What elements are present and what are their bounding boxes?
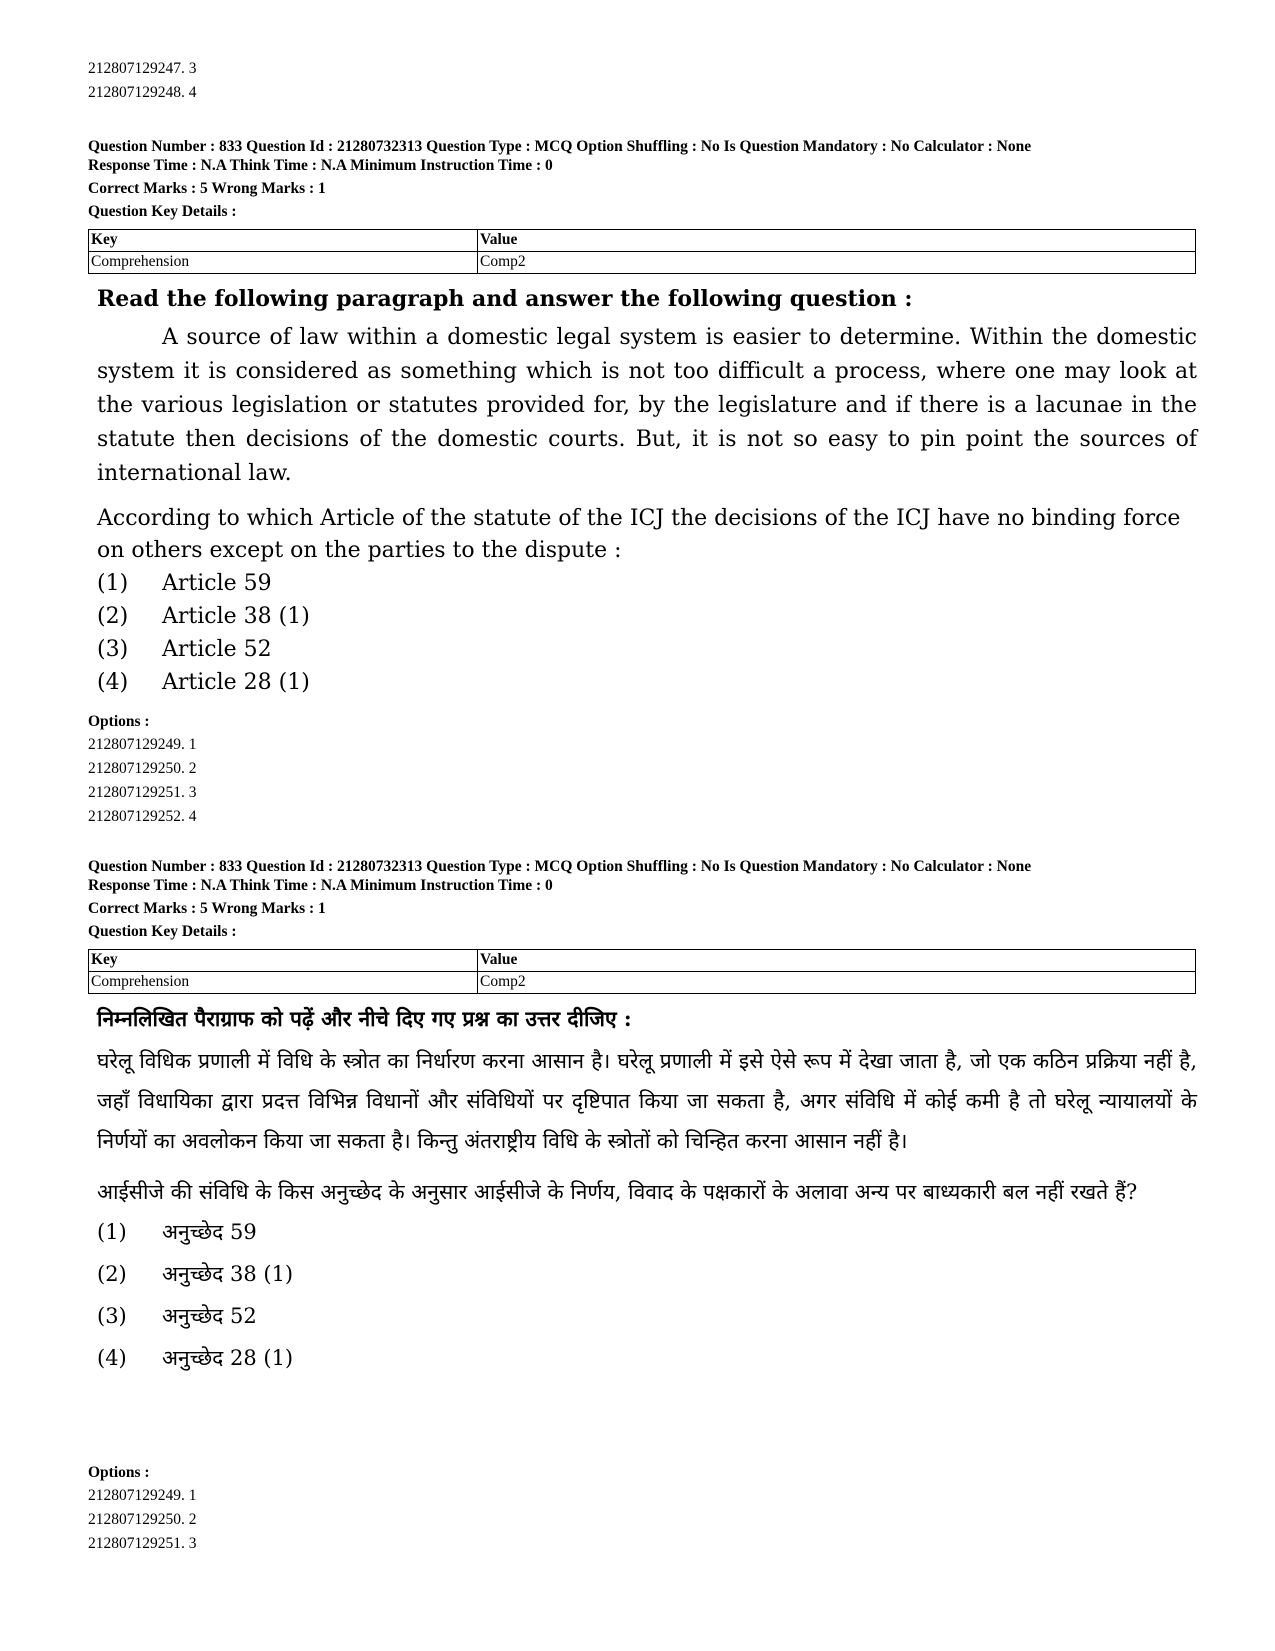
table-cell-value: Comp2 xyxy=(478,972,1196,994)
table-header-row xyxy=(89,950,1196,972)
question-body-en xyxy=(97,283,1197,699)
choice-number: (3) xyxy=(97,1304,127,1328)
choice-number: (1) xyxy=(97,1220,127,1244)
previous-options xyxy=(88,57,197,105)
question-meta-line: Question Number : 833 Question Id : 21280732313 Question Type : MCQ Option Shuffling : No Is Question Mandatory : No Calculator : None xyxy=(88,858,1032,875)
choice-text: अनुच्छेद 38 (1) xyxy=(162,1262,294,1286)
option-id-line: 212807129249. 1 xyxy=(88,1487,197,1504)
options-label: Options : xyxy=(88,1464,150,1481)
table-header-key: Key xyxy=(89,950,478,972)
choice-number: (3) xyxy=(97,637,129,662)
choice-text: Article 52 xyxy=(162,637,272,662)
key-details-label: Question Key Details : xyxy=(88,203,237,220)
choice-list xyxy=(97,567,1197,699)
marks-line: Correct Marks : 5 Wrong Marks : 1 xyxy=(88,180,326,197)
option-id-line: 212807129250. 2 xyxy=(88,1511,197,1528)
question-text: According to which Article of the statute of the ICJ the decisions of the ICJ have no binding force on others except on the parties to the dispute : xyxy=(97,506,1181,563)
choice-item xyxy=(97,1253,1197,1295)
table-header-value: Value xyxy=(478,950,1196,972)
previous-option-line: 212807129248. 4 xyxy=(88,84,197,101)
choice-number: (4) xyxy=(97,1346,127,1370)
option-id-line: 212807129249. 1 xyxy=(88,736,197,753)
question-meta-line: Response Time : N.A Think Time : N.A Minimum Instruction Time : 0 xyxy=(88,157,553,174)
table-header-key: Key xyxy=(89,230,478,252)
choice-text: अनुच्छेद 28 (1) xyxy=(162,1346,294,1370)
comprehension-paragraph: A source of law within a domestic legal system is easier to determine. Within the domestic system it is considered as something which is not too difficult a process, where one may look at the various legislation or statutes provided for, by the legislature and if there is a lacunae in the statute then decisions of the domestic courts. But, it is not so easy to pin point the sources of international law. xyxy=(97,325,1197,486)
choice-text: अनुच्छेद 52 xyxy=(162,1304,257,1328)
option-id-line: 212807129251. 3 xyxy=(88,784,197,801)
key-details-table-en xyxy=(88,229,1196,274)
key-details-table-hi xyxy=(88,949,1196,994)
instruction-text: Read the following paragraph and answer the following question : xyxy=(97,286,913,312)
choice-number: (4) xyxy=(97,670,129,695)
option-id-line: 212807129252. 4 xyxy=(88,808,197,825)
option-id-line: 212807129250. 2 xyxy=(88,760,197,777)
options-list-en xyxy=(88,711,197,829)
question-meta-line: Response Time : N.A Think Time : N.A Minimum Instruction Time : 0 xyxy=(88,877,553,894)
choice-text: अनुच्छेद 59 xyxy=(162,1220,257,1244)
options-list-hi xyxy=(88,1462,197,1556)
question-text: आईसीजे की संविधि के किस अनुच्छेद के अनुसार आईसीजे के निर्णय, विवाद के पक्षकारों के अलावा अन्य पर बाध्यकारी बल नहीं रखते हैं? xyxy=(97,1180,1138,1204)
choice-item xyxy=(97,666,1197,699)
table-cell-key: Comprehension xyxy=(89,972,478,994)
choice-item xyxy=(97,633,1197,666)
table-row xyxy=(89,252,1196,274)
comprehension-paragraph: घरेलू विधिक प्रणाली में विधि के स्त्रोत का निर्धारण करना आसान है। घरेलू प्रणाली में इसे ऐसे रूप में देखा जाता है, जो एक कठिन प्रक्रिया नहीं है, जहाँ विधायिका द्वारा प्रदत्त विभिन्न विधानों और संविधियों पर दृष्टिपात किया जा सकता है, अगर संविधि में कोई कमी है तो घरेलू न्यायालयों के निर्णयों का अवलोकन किया जा सकता है। किन्तु अंतराष्ट्रीय विधि के स्त्रोतों को चिन्हित करना आसान नहीं है। xyxy=(97,1049,1197,1153)
table-cell-value: Comp2 xyxy=(478,252,1196,274)
table-cell-key: Comprehension xyxy=(89,252,478,274)
choice-number: (1) xyxy=(97,571,129,596)
choice-list xyxy=(97,1211,1197,1379)
table-row xyxy=(89,972,1196,994)
question-body-hi xyxy=(97,1003,1197,1379)
question-meta-en xyxy=(88,137,1198,221)
choice-item xyxy=(97,1211,1197,1253)
question-meta-hi xyxy=(88,857,1198,941)
choice-item xyxy=(97,1337,1197,1379)
option-id-line: 212807129251. 3 xyxy=(88,1535,197,1552)
choice-item xyxy=(97,567,1197,600)
choice-number: (2) xyxy=(97,1262,127,1286)
question-meta-line: Question Number : 833 Question Id : 21280732313 Question Type : MCQ Option Shuffling : No Is Question Mandatory : No Calculator : None xyxy=(88,138,1032,155)
options-label: Options : xyxy=(88,713,150,730)
table-header-row xyxy=(89,230,1196,252)
previous-option-line: 212807129247. 3 xyxy=(88,60,197,77)
choice-item xyxy=(97,600,1197,633)
key-details-label: Question Key Details : xyxy=(88,923,237,940)
marks-line: Correct Marks : 5 Wrong Marks : 1 xyxy=(88,900,326,917)
table-header-value: Value xyxy=(478,230,1196,252)
choice-text: Article 28 (1) xyxy=(162,670,310,695)
choice-number: (2) xyxy=(97,604,129,629)
choice-text: Article 59 xyxy=(162,571,272,596)
choice-item xyxy=(97,1295,1197,1337)
instruction-text: निम्नलिखित पैराग्राफ को पढ़ें और नीचे दिए गए प्रश्न का उत्तर दीजिए : xyxy=(97,1006,632,1031)
choice-text: Article 38 (1) xyxy=(162,604,310,629)
